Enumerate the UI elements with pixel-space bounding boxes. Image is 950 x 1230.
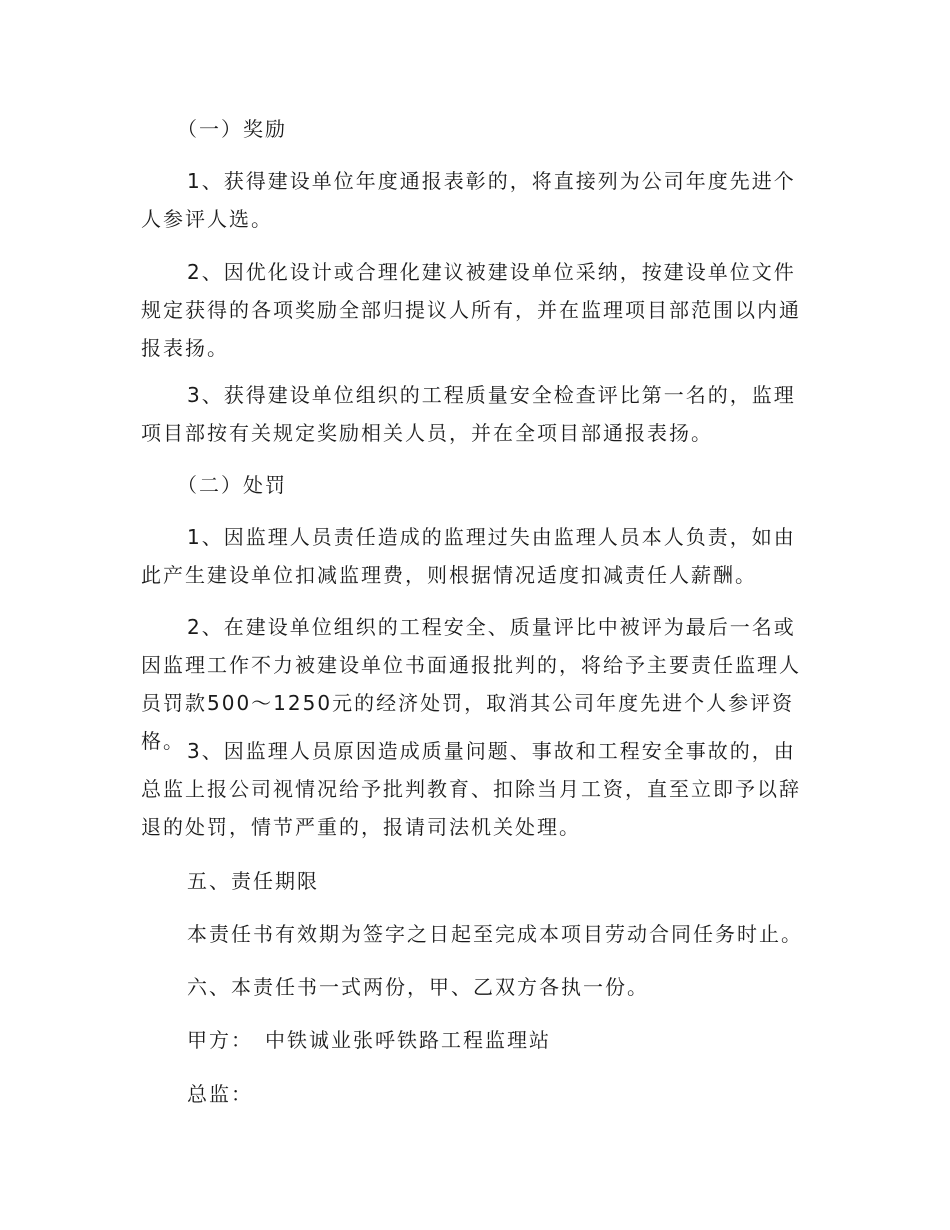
reward-item-1: 1、获得建设单位年度通报表彰的，将直接列为公司年度先进个人参评人选。 <box>141 169 796 231</box>
section6-text: 六、本责任书一式两份，甲、乙双方各执一份。 <box>187 975 649 999</box>
reward-item-2: 2、因优化设计或合理化建议被建设单位采纳，按建设单位文件规定获得的各项奖励全部归提议人所有，并在监理项目部范围以内通报表扬。 <box>141 260 801 360</box>
section5-text: 本责任书有效期为签字之日起至完成本项目劳动合同任务时止。 <box>187 922 803 946</box>
reward-item-3: 3、获得建设单位组织的工程质量安全检查评比第一名的，监理项目部按有关规定奖励相关人员，并在全项目部通报表扬。 <box>141 383 796 445</box>
section5-heading: 五、责任期限 <box>187 869 319 893</box>
penalty-item-2: 2、在建设单位组织的工程安全、质量评比中被评为最后一名或因监理工作不力被建设单位书面通报批判的，将给予主要责任监理人员罚款500～1250元的经济处罚，取消其公司年度先进个人参评资格。 <box>141 615 801 753</box>
chief-supervisor-line: 总监： <box>187 1082 253 1106</box>
penalty-item-3: 3、因监理人员原因造成质量问题、事故和工程安全事故的，由总监上报公司视情况给予批判教育、扣除当月工资，直至立即予以辞退的处罚，情节严重的，报请司法机关处理。 <box>141 739 801 839</box>
penalty-item-1: 1、因监理人员责任造成的监理过失由监理人员本人负责，如由此产生建设单位扣减监理费，则根据情况适度扣减责任人薪酬。 <box>141 525 796 587</box>
reward-heading: （一）奖励 <box>177 117 287 141</box>
party-a-line: 甲方： 中铁诚业张呼铁路工程监理站 <box>187 1028 551 1052</box>
penalty-heading: （二）处罚 <box>177 473 287 497</box>
